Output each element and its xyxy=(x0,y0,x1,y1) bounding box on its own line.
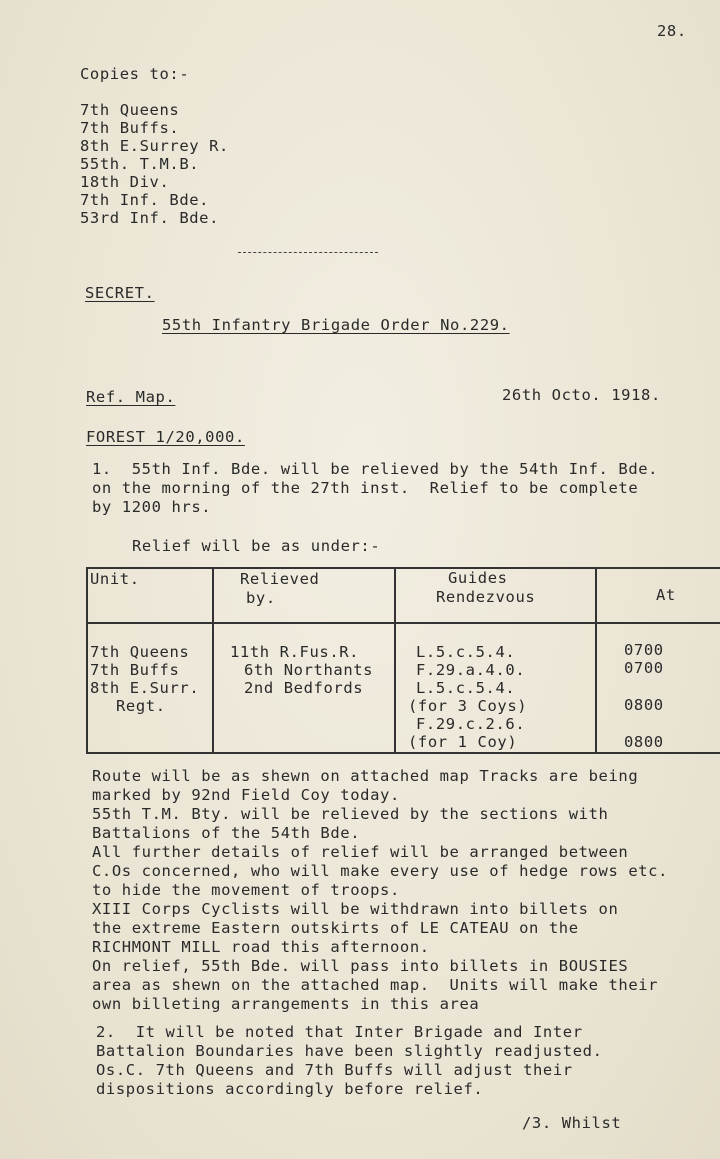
copies-recipient: 7th Inf. Bde. xyxy=(80,191,210,209)
table-rendezvous: L.5.c.5.4. xyxy=(416,679,516,697)
classification: SECRET. xyxy=(85,284,155,302)
body-line: area as shewn on the attached map. Units will make their xyxy=(92,976,659,994)
ref-map: Ref. Map. xyxy=(86,388,176,406)
body-line: marked by 92nd Field Coy today. xyxy=(92,786,400,804)
body-line: Route will be as shewn on attached map Tracks are being xyxy=(92,767,639,785)
para1-line: 1. 55th Inf. Bde. will be relieved by the 54th Inf. Bde. xyxy=(92,460,659,478)
table-unit: 7th Queens xyxy=(90,643,190,661)
order-title: 55th Infantry Brigade Order No.229. xyxy=(162,316,510,334)
table-unit: 7th Buffs xyxy=(90,661,180,679)
body-line: XIII Corps Cyclists will be withdrawn into billets on xyxy=(92,900,619,918)
table-col-rule xyxy=(86,567,88,752)
table-col-rule xyxy=(595,567,597,752)
body-line: Battalions of the 54th Bde. xyxy=(92,824,361,842)
para1-line: by 1200 hrs. xyxy=(92,498,212,516)
header-relieved: Relieved xyxy=(240,570,320,588)
order-date: 26th Octo. 1918. xyxy=(502,386,661,404)
copies-heading: Copies to:- xyxy=(80,65,190,83)
body-line: to hide the movement of troops. xyxy=(92,881,400,899)
copies-recipient: 8th E.Surrey R. xyxy=(80,137,229,155)
table-header-rule xyxy=(86,622,720,624)
copies-recipient: 7th Buffs. xyxy=(80,119,180,137)
table-relieved-by: 6th Northants xyxy=(244,661,374,679)
body-line: All further details of relief will be arranged between xyxy=(92,843,629,861)
header-relieved: by. xyxy=(246,589,276,607)
body-line: own billeting arrangements in this area xyxy=(92,995,480,1013)
copies-recipient: 18th Div. xyxy=(80,173,170,191)
para2-line: Battalion Boundaries have been slightly readjusted. xyxy=(96,1042,603,1060)
separator-rule xyxy=(238,252,378,253)
para2-line: Os.C. 7th Queens and 7th Buffs will adjust their xyxy=(96,1061,573,1079)
table-unit: Regt. xyxy=(116,697,166,715)
page-number: 28. xyxy=(657,22,687,40)
table-time: 0800 xyxy=(624,733,664,751)
header-guides: Guides xyxy=(448,569,508,587)
body-line: C.Os concerned, who will make every use of hedge rows etc. xyxy=(92,862,669,880)
table-rendezvous: (for 1 Coy) xyxy=(408,733,518,751)
table-bottom-rule xyxy=(86,752,720,754)
table-col-rule xyxy=(212,567,214,752)
table-relieved-by: 2nd Bedfords xyxy=(244,679,364,697)
table-rendezvous: F.29.a.4.0. xyxy=(416,661,526,679)
para2-line: 2. It will be noted that Inter Brigade and Inter xyxy=(96,1023,583,1041)
copies-recipient: 53rd Inf. Bde. xyxy=(80,209,220,227)
body-line: the extreme Eastern outskirts of LE CATEAU on the xyxy=(92,919,579,937)
header-unit: Unit. xyxy=(90,570,140,588)
table-time: 0700 xyxy=(624,641,664,659)
continuation-marker: /3. Whilst xyxy=(522,1114,622,1132)
table-rendezvous: (for 3 Coys) xyxy=(408,697,528,715)
para1-line: on the morning of the 27th inst. Relief to be complete xyxy=(92,479,639,497)
table-relieved-by: 11th R.Fus.R. xyxy=(230,643,360,661)
header-at: At xyxy=(656,586,676,604)
copies-recipient: 7th Queens xyxy=(80,101,180,119)
table-time: 0800 xyxy=(624,696,664,714)
header-rendezvous: Rendezvous xyxy=(436,588,536,606)
table-time: 0700 xyxy=(624,659,664,677)
map-name: FOREST 1/20,000. xyxy=(86,428,245,446)
para2-line: dispositions accordingly before relief. xyxy=(96,1080,484,1098)
relief-intro: Relief will be as under:- xyxy=(132,537,381,555)
table-rendezvous: F.29.c.2.6. xyxy=(416,715,526,733)
table-col-rule xyxy=(394,567,396,752)
body-line: RICHMONT MILL road this afternoon. xyxy=(92,938,430,956)
table-rendezvous: L.5.c.5.4. xyxy=(416,643,516,661)
copies-recipient: 55th. T.M.B. xyxy=(80,155,200,173)
table-unit: 8th E.Surr. xyxy=(90,679,200,697)
table-top-rule xyxy=(86,567,720,569)
body-line: On relief, 55th Bde. will pass into billets in BOUSIES xyxy=(92,957,629,975)
body-line: 55th T.M. Bty. will be relieved by the sections with xyxy=(92,805,609,823)
